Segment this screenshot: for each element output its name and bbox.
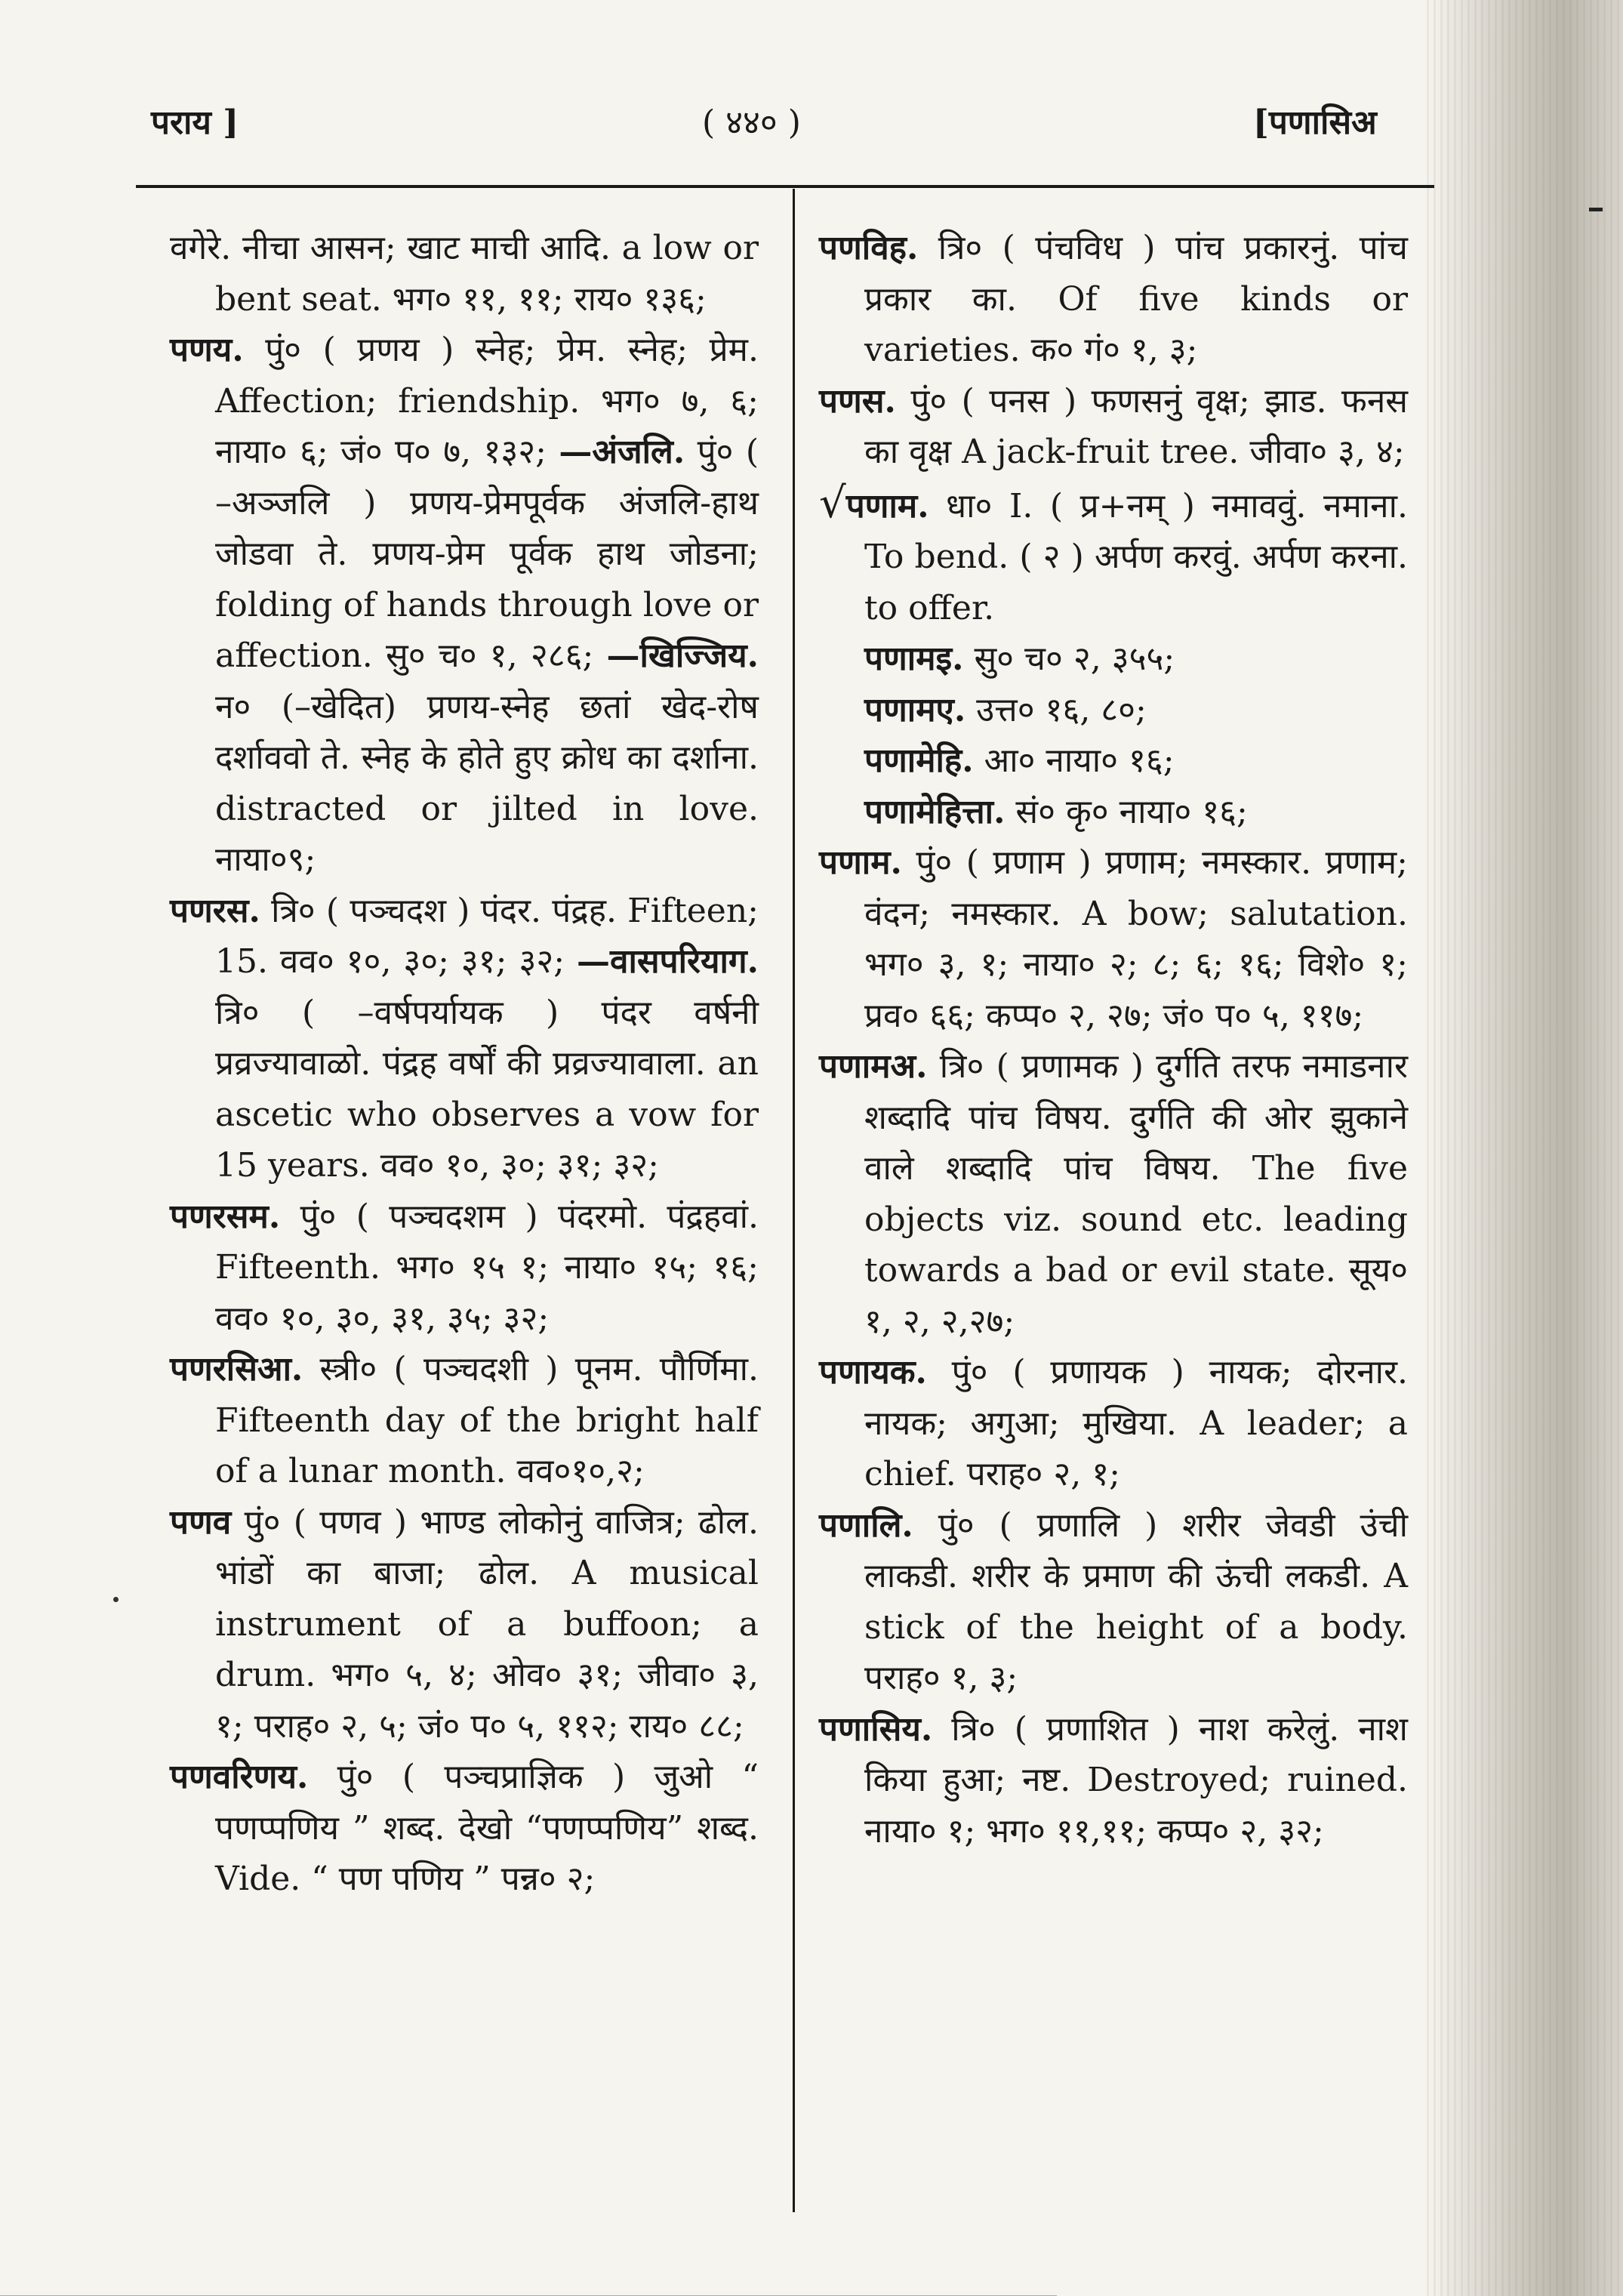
running-head-right: [पणासिअ	[1253, 103, 1377, 142]
sub-definition: न० (–खेदित) प्रणय-स्नेह छतां खेद-रोष दर्शाववो ते. स्नेह के होते हुए क्रोध का दर्शाना. distracted or jilted in love. नाया०९;	[215, 687, 759, 879]
page-number: ( ४४० )	[702, 103, 801, 142]
headword: पणाम.	[819, 843, 902, 882]
scan-edge-shadow	[1427, 0, 1623, 2296]
dictionary-entry	[170, 886, 759, 1191]
headword: पणविह.	[819, 229, 919, 267]
verb-form	[819, 685, 1408, 736]
running-head-left: पराय ]	[151, 103, 239, 142]
continuation-text: वगेरे. नीचा आसन; खाट माची आदि. a low or bent seat. भग० ११, ११; राय० १३६;	[170, 229, 759, 319]
verb-form	[819, 787, 1408, 838]
right-column	[819, 223, 1408, 1857]
dictionary-entry	[170, 1752, 759, 1905]
headword: पणरस.	[170, 891, 260, 930]
headword: पणस.	[819, 381, 896, 421]
sub-headword: पणामइ.	[864, 639, 964, 678]
sub-definition: सं० कृ० नाया० १६;	[1015, 792, 1248, 831]
sub-definition: त्रि० ( –वर्षपर्यायक ) पंदर वर्षनी प्रव्रज्यावाळो. पंद्रह वर्षों की प्रव्रज्यावाला. an ascetic who observes a vow for 15 years. वव० १०, ३०; ३१; ३२;	[215, 993, 759, 1185]
definition: स्त्री० ( पञ्चदशी ) पूनम. पौर्णिमा. Fifteenth day of the bright half of a lunar month. वव०१०,२;	[215, 1350, 759, 1490]
header-rule	[136, 185, 1434, 188]
headword: पणासिय.	[819, 1709, 933, 1749]
verb-form	[819, 633, 1408, 685]
definition: पुं० ( प्रणालि ) शरीर जेवडी उंची लाकडी. शरीर के प्रमाण की ऊंची लकडी. A stick of the height of a body. पराह० १, ३;	[864, 1505, 1408, 1697]
headword: पणायक.	[819, 1353, 927, 1391]
sub-headword: —अंजलि.	[559, 433, 685, 471]
definition: त्रि० ( पंचविध ) पांच प्रकारनुं. पांच प्रकार का. Of five kinds or varieties. क० गं० १, ३;	[864, 229, 1408, 369]
sub-definition: पुं० ( –अञ्जलि ) प्रणय-प्रेमपूर्वक अंजलि-हाथ जोडवा ते. प्रणय-प्रेम पूर्वक हाथ जोडना; folding of hands through love or affection. सु० च० १, २८६;	[215, 433, 759, 675]
definition: त्रि० ( प्रणामक ) दुर्गति तरफ नमाडनार शब्दादि पांच विषय. दुर्गति की ओर झुकाने वाले शब्दादि पांच विषय. The five objects viz. sound etc. leading towards a bad or evil state. सूय० १, २, २,२७;	[864, 1047, 1408, 1341]
definition: पुं० ( पञ्चप्राज्ञिक ) जुओ “ पणप्पणिय ” शब्द. देखो “पणप्पणिय” शब्द. Vide. “ पण पणिय ” पन्न० २;	[215, 1758, 759, 1898]
margin-mark	[1589, 208, 1603, 211]
column-divider	[793, 189, 795, 2212]
verb-form	[819, 735, 1408, 787]
dictionary-entry	[819, 376, 1408, 478]
headword: पणरसिआ.	[170, 1350, 303, 1388]
headword: पणय.	[170, 331, 244, 369]
dictionary-entry	[819, 1041, 1408, 1347]
dictionary-entry	[819, 223, 1408, 376]
headword: पणामअ.	[819, 1047, 928, 1086]
left-column	[170, 223, 759, 1905]
headword: पणाम.	[845, 486, 929, 525]
definition: पुं० ( प्रणय ) स्नेह; प्रेम. स्नेह; प्रेम. Affection; friendship. भग० ७, ६; नाया० ६; जं० प० ७, १३२;	[215, 331, 759, 471]
dictionary-entry	[170, 325, 759, 886]
sub-definition: सु० च० २, ३५५;	[974, 639, 1175, 678]
sub-headword: —खिज्जिय.	[606, 636, 759, 675]
definition: त्रि० ( प्रणाशित ) नाश करेलुं. नाश किया हुआ; नष्ट. Destroyed; ruined. नाया० १; भग० ११,११; कप्प० २, ३२;	[864, 1709, 1408, 1851]
definition: पुं० ( प्रणाम ) प्रणाम; नमस्कार. प्रणाम; वंदन; नमस्कार. A bow; salutation. भग० ३, १; नाया० २; ८; ६; १६; विशे० १; प्रव० ६६; कप्प० २, २७; जं० प० ५, ११७;	[864, 843, 1408, 1035]
headword: पणव	[170, 1502, 232, 1542]
sub-definition: आ० नाया० १६;	[984, 741, 1175, 780]
dictionary-entry	[170, 1191, 759, 1345]
headword: पणरसम.	[170, 1197, 281, 1236]
dictionary-entry	[170, 1344, 759, 1497]
dictionary-entry	[819, 1704, 1408, 1857]
sub-headword: पणामेहित्ता.	[864, 792, 1006, 831]
definition: पुं० ( पञ्चदशम ) पंदरमो. पंद्रहवां. Fifteenth. भग० १५ १; नाया० १५; १६; वव० १०, ३०, ३१, ३५; ३२;	[215, 1197, 759, 1338]
definition: पुं० ( पणव ) भाण्ड लोकोनुं वाजित्र; ढोल. भांडों का बाजा; ढोल. A musical instrument of a buffoon; a drum. भग० ५, ४; ओव० ३१; जीवा० ३, १; पराह० २, ५; जं० प० ५, ११२; राय० ८८;	[215, 1502, 759, 1746]
definition: धा० I. ( प्र+नम् ) नमाववुं. नमाना. To bend. ( २ ) अर्पण करवुं. अर्पण करना. to offer.	[864, 486, 1408, 627]
sub-headword: पणामेहि.	[864, 741, 974, 780]
dictionary-entry	[819, 1347, 1408, 1500]
dictionary-entry	[819, 1500, 1408, 1704]
definition: पुं० ( प्रणायक ) नायक; दोरनार. नायक; अगुआ; मुखिया. A leader; a chief. पराह० २, १;	[864, 1353, 1408, 1493]
definition: त्रि० ( पञ्चदश ) पंदर. पंद्रह. Fifteen; 15. वव० १०, ३०; ३१; ३२;	[215, 891, 759, 981]
sub-headword: —वासपरियाग.	[576, 942, 759, 981]
dictionary-entry	[170, 1497, 759, 1752]
sub-definition: उत्त० १६, ८०;	[976, 690, 1147, 729]
dictionary-entry	[819, 837, 1408, 1041]
definition: पुं० ( पनस ) फणसनुं वृक्ष; झाड. फनस का वृक्ष A jack-fruit tree. जीवा० ३, ४;	[864, 381, 1408, 471]
sub-headword: पणामए.	[864, 690, 966, 729]
headword: पणवरिणय.	[170, 1758, 309, 1796]
headword: पणालि.	[819, 1505, 913, 1545]
checkmark-icon: √	[819, 478, 846, 528]
dictionary-entry	[819, 478, 1408, 634]
ink-dot	[113, 1597, 119, 1602]
